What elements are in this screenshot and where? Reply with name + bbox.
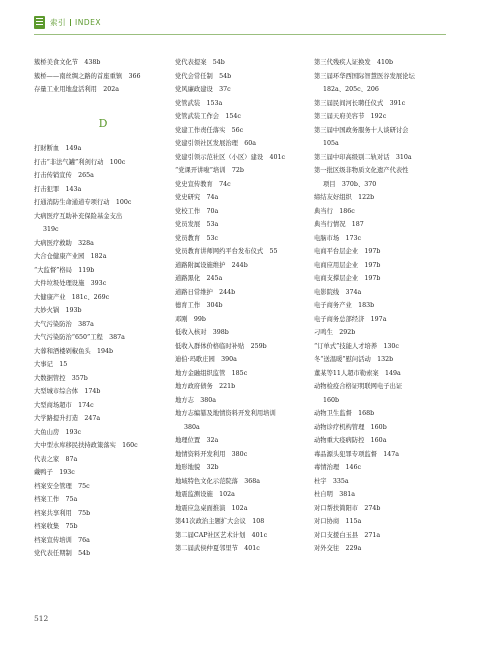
- index-entry: 德育工作 304b: [175, 302, 223, 309]
- index-entry: 动物检疫合格证明联网电子出证: [314, 383, 403, 390]
- header-title: 索引 INDEX: [50, 17, 101, 27]
- index-entry: 冬“送温暖”慰问活动 132b: [314, 356, 394, 363]
- index-entry: 大件垃圾处理设施 393c: [34, 280, 107, 287]
- index-entry: 道路黑化 245a: [175, 275, 223, 282]
- index-entry: 大妙火锅 193b: [34, 307, 82, 314]
- index-entry: 对口协商 115a: [314, 518, 362, 525]
- index-entry: 大病医疗互助补充保险基金支出: [34, 212, 123, 220]
- index-entry: 电脑市场 173c: [314, 234, 362, 242]
- index-entry: 董某等11人超市勒索案 149a: [314, 369, 401, 377]
- index-entry: 160b: [323, 396, 340, 404]
- index-entry: 大蓉和酒楼剁椒鱼头 194b: [34, 347, 114, 355]
- index-entry: 地方政府债务 221b: [175, 383, 236, 390]
- index-column-1: [34, 56, 172, 561]
- index-entry: 地域特色文化示范院落 368a: [175, 477, 261, 485]
- index-entry: 档案收集 75b: [34, 523, 78, 530]
- index-entry: 380a: [184, 423, 200, 431]
- index-entry: 代表之家 87a: [34, 455, 78, 463]
- index-entry: 大鱼山房 193c: [34, 428, 82, 436]
- index-entry: 党史研究 74a: [175, 194, 219, 201]
- index-entry: 大合仓健康产业园 182a: [34, 253, 107, 260]
- index-entry: 档案工作 75a: [34, 496, 78, 503]
- index-entry: 打击犯罪 143a: [34, 185, 82, 193]
- index-entry: 党代表提案 54b: [175, 59, 225, 66]
- index-entry: 大健康产业 181c、269c: [34, 293, 110, 301]
- index-entry: 电影院线 374a: [314, 288, 362, 296]
- index-entry: 第41次政治主题扩大会议 108: [175, 518, 265, 525]
- index-entry: 电子商务产业 183b: [314, 302, 375, 309]
- index-entry: 地震应急桌面推演 102a: [175, 504, 248, 512]
- index-entry: 档案宣传培训 76a: [34, 536, 90, 544]
- index-entry: 大气污染防治“650”工程 387a: [34, 334, 125, 341]
- index-entry: 105a: [323, 140, 339, 147]
- index-entry: 党风廉政建设 37c: [175, 86, 231, 93]
- index-entry: 簇桥美食文化节 438b: [34, 59, 101, 66]
- index-column-2: [175, 56, 315, 556]
- index-entry: 大事记 15: [34, 361, 68, 368]
- index-entry: 大气污染防治 387a: [34, 320, 94, 328]
- index-entry: 党代表任期制 54b: [34, 550, 91, 557]
- index-entry: 党建引领示范社区（小区）建设 401c: [175, 153, 285, 161]
- index-entry: 大中型水库移民扶持政策落实 160c: [34, 442, 138, 449]
- index-entry: 第三届天府美容节 192c: [314, 113, 387, 120]
- index-entry: 党代会常任制 54b: [175, 72, 232, 80]
- index-entry: 打通消防生命通道专项行动 100c: [34, 199, 132, 206]
- index-entry: 大数据管控 357b: [34, 374, 88, 382]
- index-entry: 档案安全管理 75c: [34, 482, 90, 490]
- index-entry: 低收入群体价格临时补贴 259b: [175, 342, 267, 350]
- index-entry: 地方志编纂及地情资料开发利用培训: [175, 410, 276, 417]
- index-entry: 戴鸭子 193c: [34, 469, 75, 476]
- index-entry: 刁鸣生 292b: [314, 329, 356, 336]
- index-entry: 存量工业用地盘活利用 202a: [34, 86, 120, 93]
- index-entry: 地情资料开发利用 380c: [175, 450, 248, 458]
- index-entry: 电商应用层企业 197b: [314, 261, 381, 269]
- index-entry: 道路日常维护 244b: [175, 288, 236, 296]
- index-entry: 动物诊疗机构管理 160b: [314, 423, 387, 431]
- page-header: [34, 12, 101, 32]
- index-entry: 典当行情况 187: [314, 221, 364, 228]
- index-entry: “订单式”技能人才培养 130c: [314, 342, 399, 350]
- index-entry: 迪伯·玛歌庄园 390a: [175, 356, 237, 363]
- index-entry: 第三届中国政务服务十人谈研讨会: [314, 126, 409, 134]
- index-entry: 项目 370b、370: [323, 180, 377, 188]
- index-entry: 第三届环华西国际智慧医谷发展论坛: [314, 72, 415, 80]
- index-entry: 党管武装 153a: [175, 99, 223, 107]
- index-entry: 182a、205c、206: [323, 86, 379, 93]
- index-entry: 地震监测设施 102a: [175, 491, 235, 498]
- index-entry: 杜自明 381a: [314, 491, 355, 498]
- index-entry: 第二届CAP社区艺术计划 401c: [175, 531, 268, 539]
- index-entry: 大学路提升打造 247a: [34, 415, 101, 422]
- page-number: 512: [34, 614, 49, 623]
- index-entry: 地方金融组织监管 185c: [175, 369, 248, 377]
- header-rule: [34, 34, 446, 35]
- index-entry: 党建工作责任落实 56c: [175, 126, 244, 134]
- index-entry: 大型商场超市 174c: [34, 401, 94, 409]
- index-entry: 大型城市综合体 174b: [34, 388, 101, 395]
- index-entry: 动物卫生监督 168b: [314, 410, 375, 417]
- index-entry: 动物重大疫病防控 160a: [314, 437, 387, 444]
- index-entry: 对外交往 229a: [314, 545, 362, 552]
- index-entry: 簇桥——南丝绸之路的首座重镇 366: [34, 72, 141, 80]
- index-entry: 邓刚 99b: [175, 315, 206, 323]
- index-entry: 地方志 380a: [175, 396, 216, 404]
- index-column-3: [314, 56, 452, 556]
- index-entry: 打击传销宣传 265a: [34, 172, 94, 179]
- index-entry: 319c: [43, 226, 59, 233]
- index-entry: 大病医疗救助 328a: [34, 239, 94, 247]
- index-entry: 党员发展 53a: [175, 221, 219, 228]
- index-entry: 第一批区级非物质文化遗产代表性: [314, 167, 409, 174]
- index-entry: 打財断血 149a: [34, 145, 82, 152]
- index-entry: 第三届中印高级别二轨对话 310a: [314, 153, 412, 161]
- index-entry: 地理位置 32a: [175, 437, 219, 444]
- index-entry: 典当行 186c: [314, 207, 355, 215]
- index-entry: “大监督”格局 119b: [34, 266, 95, 274]
- index-entry: 对口帮扶简阳市 274b: [314, 504, 381, 512]
- index-entry: 党管武装工作会 154c: [175, 113, 241, 120]
- index-entry: 对口支援白玉县 271a: [314, 531, 381, 539]
- section-letter: D: [98, 116, 108, 130]
- index-entry: 道路附属设施维护 244b: [175, 261, 248, 269]
- index-entry: 杜宇 335a: [314, 477, 349, 485]
- index-entry: 党员教育讲师网约平台发布仪式 55: [175, 248, 278, 255]
- index-entry: 档案共享利用 75b: [34, 509, 91, 517]
- index-entry: 党员教育 53c: [175, 234, 219, 242]
- index-entry: 党史宣传教育 74c: [175, 180, 231, 188]
- index-entry: 毒品源头犯罪专项监督 147a: [314, 450, 400, 458]
- index-entry: 第二届武侯仲夏邻里节 401c: [175, 545, 260, 552]
- index-entry: “党课开讲啦”培训 72b: [175, 167, 244, 174]
- index-entry: 电商支撑层企业 197b: [314, 275, 381, 282]
- index-entry: 党建引领社区发展治理 60a: [175, 140, 257, 147]
- index-entry: 低收入核对 398b: [175, 329, 229, 336]
- index-entry: 电子商务总部经济 197a: [314, 315, 387, 323]
- index-entry: 打击“非法气罐”利剑行动 100c: [34, 158, 126, 166]
- index-entry: 缔结友好组织 122b: [314, 194, 375, 201]
- index-entry: 电商平台层企业 197b: [314, 248, 381, 255]
- index-entry: 毒情治理 146c: [314, 464, 362, 471]
- index-entry: 党校工作 70a: [175, 207, 219, 215]
- book-icon: [34, 16, 45, 29]
- index-entry: 地形地貌 32b: [175, 464, 219, 471]
- header-separator: [70, 19, 71, 26]
- index-entry: 第三代残疾人证换发 410b: [314, 59, 394, 66]
- index-entry: 第三届民间河长聘任仪式 391c: [314, 99, 406, 107]
